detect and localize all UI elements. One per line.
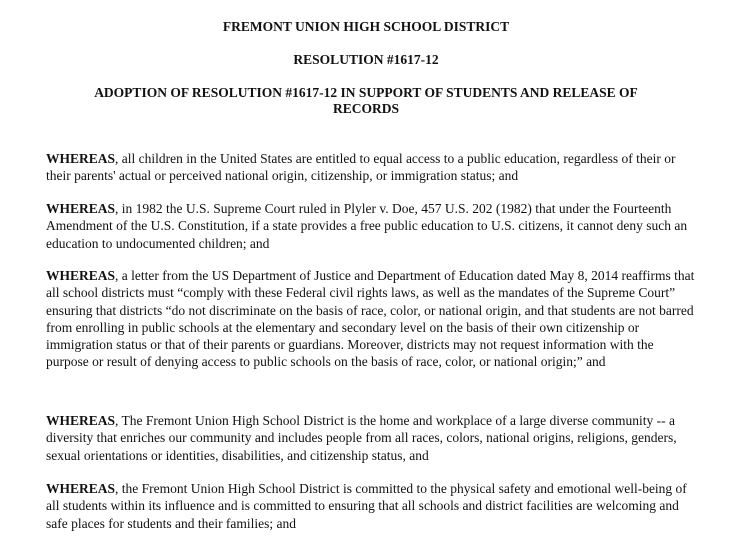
whereas-paragraph-4	[46, 412, 698, 464]
whereas-lead: WHEREAS	[46, 201, 116, 216]
whereas-paragraph-3	[46, 267, 698, 371]
paragraph-text: , The Fremont Union High School District is the home and workplace of a large diverse community -- a diversity that enriches our community and includes people from all races, colors, national origins, religions, genders, sexual orientations or identities, disabilities, and citizenship status, and	[46, 413, 677, 463]
whereas-lead: WHEREAS	[46, 268, 116, 283]
whereas-paragraph-5	[46, 480, 698, 532]
paragraph-text: , all children in the United States are entitled to equal access to a public education, regardless of their or their parents' actual or perceived national origin, citizenship, or immigration status; and	[46, 151, 676, 184]
whereas-paragraph-2	[46, 200, 698, 252]
paragraph-text: , a letter from the US Department of Justice and Department of Education dated May 8, 2014 reaffirms that all school districts must “comply with these Federal civil rights laws, as well as the mandates of the Supreme Court” ensuring that districts “do not discriminate on the basis of race, color, or national origin, and that students are not barred from enrolling in public schools at the elementary and secondary level on the basis of their own citizenship or immigration status or that of their parents or guardians. Moreover, districts may not request information with the purpose or result of denying access to public schools on the basis of race, color, or national origin;” and	[46, 268, 695, 370]
resolution-title-heading: ADOPTION OF RESOLUTION #1617-12 IN SUPPORT OF STUDENTS AND RELEASE OF RECORDS	[94, 85, 638, 116]
district-name-heading: FREMONT UNION HIGH SCHOOL DISTRICT	[222, 19, 510, 34]
resolution-number-heading: RESOLUTION #1617-12	[293, 52, 439, 67]
whereas-lead: WHEREAS	[46, 151, 116, 166]
whereas-paragraph-1	[46, 150, 698, 185]
paragraph-text: , in 1982 the U.S. Supreme Court ruled in Plyler v. Doe, 457 U.S. 202 (1982) that under the Fourteenth Amendment of the U.S. Constitution, if a state provides a free public education to U.S. citizens, it cannot deny such an education to undocumented children; and	[46, 201, 688, 251]
whereas-lead: WHEREAS	[46, 413, 116, 428]
whereas-lead: WHEREAS	[46, 481, 116, 496]
paragraph-text: , the Fremont Union High School District is committed to the physical safety and emotional well-being of all students within its influence and is committed to ensuring that all schools and district facilities are welcoming and safe places for students and their families; and	[46, 481, 687, 531]
